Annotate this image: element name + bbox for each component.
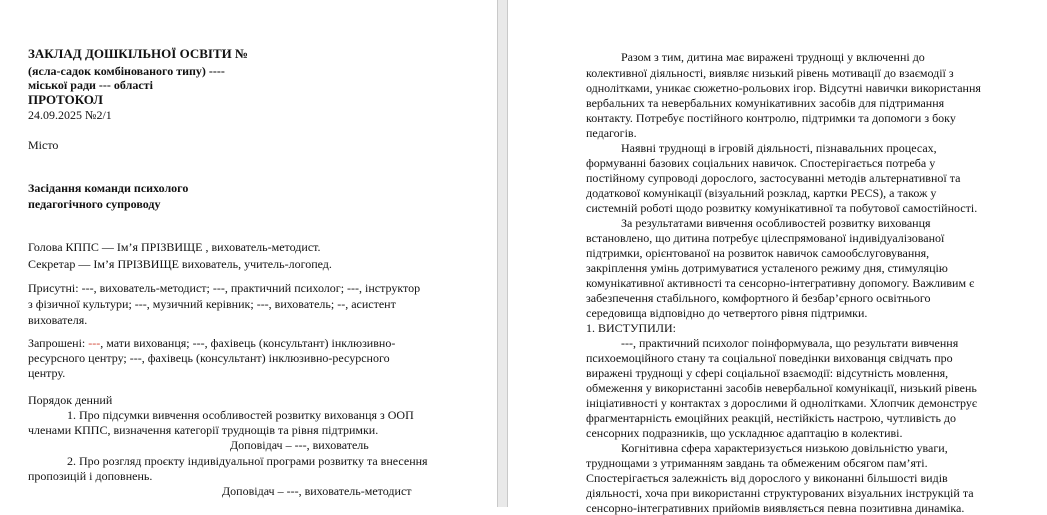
body-line: постійному супроводі дорослого, застосуванні методів альтернативної та [586,171,961,185]
body-line: педагогів. [586,126,637,140]
body-line: ініціативності у контактах з дорослими й однолітками. Хлопчик демонструє [586,396,977,410]
body-line: виражені труднощі у сфері соціальної взаємодії: відсутність мовлення, [586,366,949,380]
invited-red-placeholder: --- [88,336,101,350]
invited-label: Запрошені: [28,336,89,350]
body-line: Спостерігається залежність від дорослого у виконанні більшості видів [586,471,948,485]
chair: Голова КППС — Ім’я ПРІЗВИЩЕ , вихователь-методист. [28,240,321,254]
protocol-date-number: 24.09.2025 №2/1 [28,108,112,122]
protocol-title: ПРОТОКОЛ [28,92,103,107]
agenda-item-2-line-2: пропозицій і доповнень. [28,469,153,483]
invited-line-1-rest: , мати вихованця; ---, фахівець (консультант) інклюзивно- [100,336,396,350]
body-line: сенсорних подразників, що ускладнює адаптацію в колективі. [586,426,903,440]
body-line: підтримки, орієнтованої на розвиток навичок самообслуговування, [586,246,930,260]
body-line: системній роботі щодо розвитку комунікативної та побутової самостійності. [586,201,978,215]
body-line: психоемоційного стану та соціальної поведінки вихованця свідчать про [586,351,953,365]
body-line: однолітками, уникає сюжетно-рольових ігор. Відсутні навички використання [586,81,981,95]
institution-header-line-2: (ясла-садок комбінованого типу) ---- [28,64,225,78]
body-line: діяльності, хоча при використанні структурованих візуальних інструкцій та [586,486,974,500]
agenda-item-2-line-1: 2. Про розгляд проєкту індивідуальної програми розвитку та внесення [67,454,428,468]
body-line: колективної діяльності, виявляє низький рівень мотивації до взаємодії з [586,66,954,80]
page-separator [497,0,508,507]
agenda-title: Порядок денний [28,393,113,407]
agenda-item-1-line-2: членами КППС, визначення категорії труднощів та рівня підтримки. [28,423,379,437]
institution-header-line-3: міської ради --- області [28,78,153,92]
present-line-3: вихователя. [28,313,88,327]
secretary: Секретар — Ім’я ПРІЗВИЩЕ вихователь, учитель-логопед. [28,257,332,271]
meeting-title-line-1: Засідання команди психолого [28,181,189,195]
body-line: вербальних та невербальних комунікативних засобів для підтримання [586,96,945,110]
city: Місто [28,138,59,152]
present-line-2: з фізичної культури; ---, музичний керівник; ---, вихователь; --, асистент [28,297,396,311]
agenda-item-1-line-1: 1. Про підсумки вивчення особливостей розвитку вихованця з ООП [67,408,414,422]
section-heading-spoke: 1. ВИСТУПИЛИ: [586,321,676,335]
body-line: встановлено, що дитина потребує цілеспрямованої індивідуалізованої [586,231,945,245]
invited-line-1 [28,336,395,350]
body-line: ---, практичний психолог поінформувала, що результати вивчення [621,336,959,350]
document-page-right [508,0,1047,515]
body-line: середовища відповідно до четвертого рівня підтримки. [586,306,868,320]
body-line: формуванні базових соціальних навичок. Спостерігається потреба у [586,156,936,170]
invited-line-3: центру. [28,366,66,380]
body-line: сенсорно-інтегративних прийомів виявляється певна позитивна динаміка. [586,501,965,515]
agenda-item-1-speaker: Доповідач – ---, вихователь [230,438,369,452]
body-line: контакту. Потребує постійного контролю, підтримки та допомоги з боку [586,111,956,125]
body-line: забезпечення стабільного, комфортного й безбар’єрного освітнього [586,291,931,305]
body-line: Наявні труднощі в ігровій діяльності, пізнавальних процесах, [621,141,937,155]
agenda-item-2-speaker: Доповідач – ---, вихователь-методист [222,484,412,498]
invited-line-2: ресурсного центру; ---, фахівець (консультант) інклюзивно-ресурсного [28,351,390,365]
institution-header-line-1: ЗАКЛАД ДОШКІЛЬНОЇ ОСВІТИ № [28,46,249,61]
body-line: фрагментарність емоційних реакцій, нестійкість настрою, чутливість до [586,411,957,425]
body-line: закріплення умінь дотримуватися усталеного режиму дня, стимуляцію [586,261,948,275]
body-line: додаткової комунікації (візуальний розклад, картки PECS), а також у [586,186,937,200]
body-line: Разом з тим, дитина має виражені труднощі у включенні до [621,50,925,64]
meeting-title-line-2: педагогічного супроводу [28,197,161,211]
document-page-left [0,0,497,507]
body-line: За результатами вивчення особливостей розвитку вихованця [621,216,931,230]
present-line-1: Присутні: ---, вихователь-методист; ---, практичний психолог; ---, інструктор [28,281,421,295]
body-line: труднощами з утриманням завдань та обмеженим обсягом пам’яті. [586,456,928,470]
body-line: обмеження у використанні засобів невербальної комунікації, низький рівень [586,381,977,395]
body-line: комунікативної активності та сенсорно-інтегративну допомогу. Важливим є [586,276,975,290]
body-line: Когнітивна сфера характеризується низькою довільністю уваги, [621,441,948,455]
